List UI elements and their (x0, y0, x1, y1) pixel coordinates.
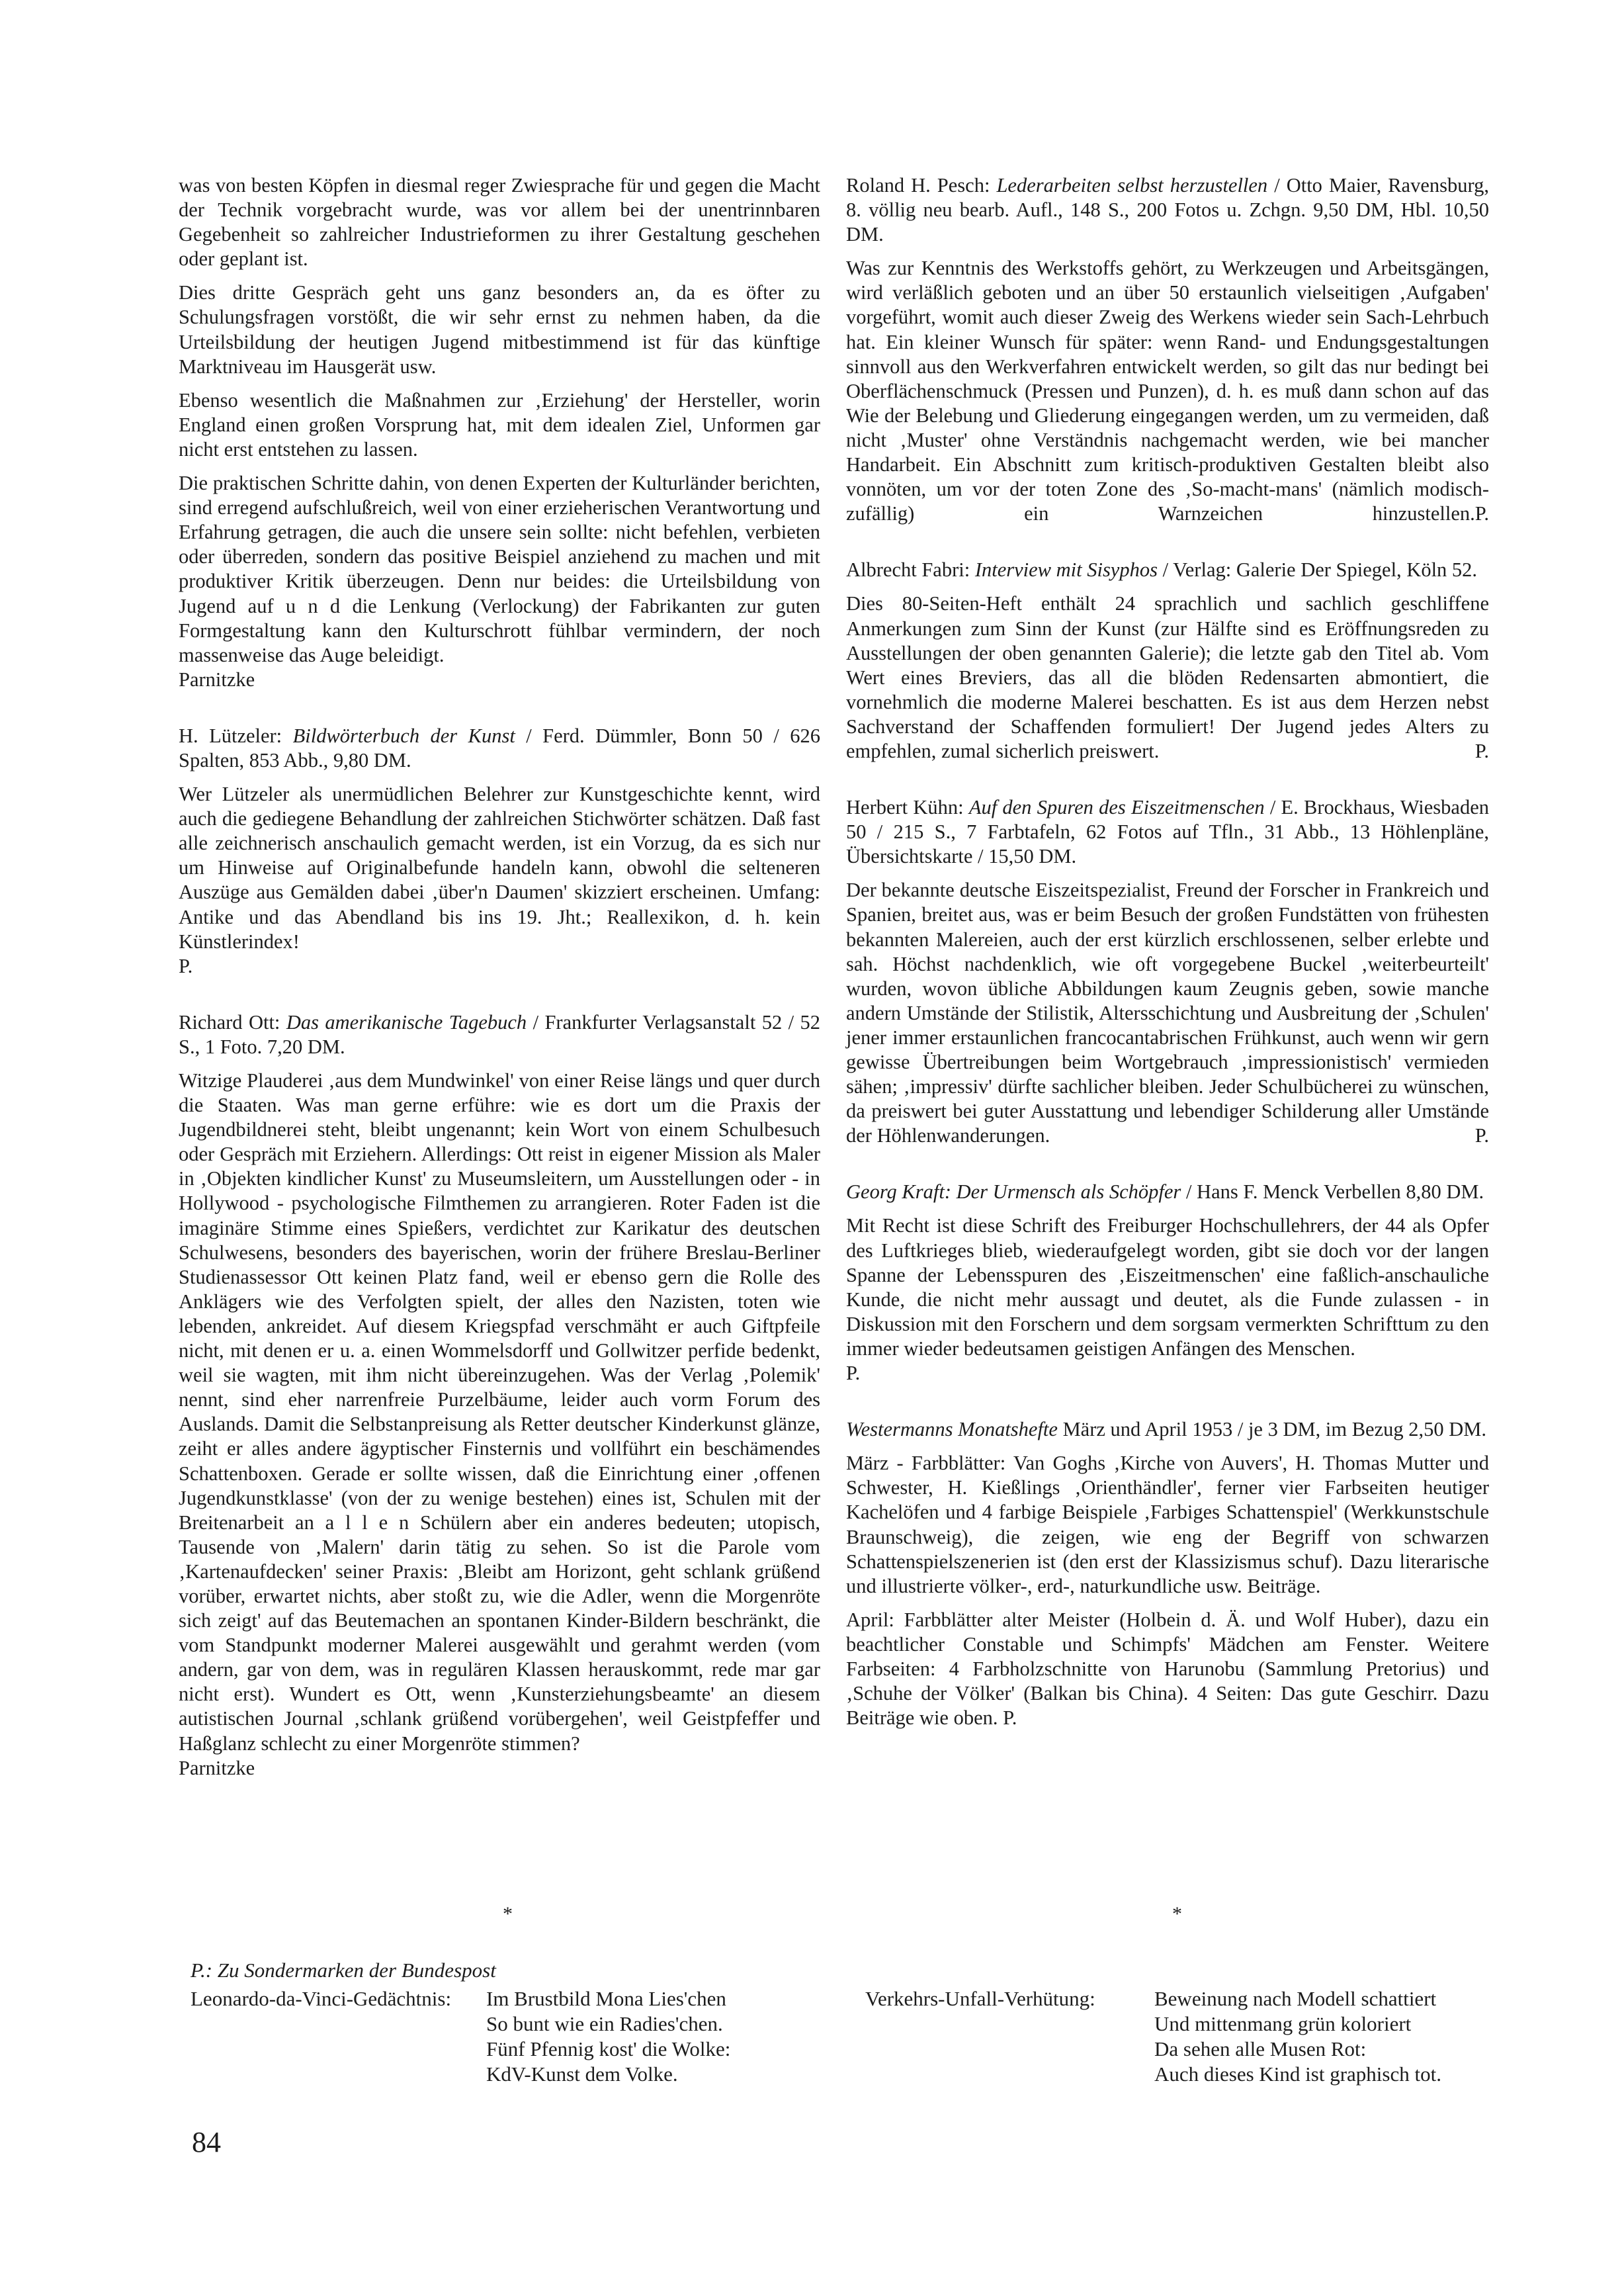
review-heading (846, 1180, 1489, 1204)
review-author: Albrecht Fabri: (846, 558, 975, 582)
review-publisher: / Ferd. Dümmler, Bonn 50 / 626 Spalten, 853 Abb., 9,80 DM. (179, 724, 820, 772)
paragraph: April: Farbblätter alter Meister (Holbein d. Ä. und Wolf Huber), dazu ein beachtlicher Constable und Schimpfs' Mädchen am Fenster. Weitere Farbseiten: 4 Farbholzschnitte von Harunobu (Sammlung Pretorius) und ‚Schuhe der Völker' (Balkan bis China). 4 Seiten: Das gute Geschirr. Dazu Beiträge wie oben. P. (846, 1608, 1489, 1730)
review-title: Bildwörterbuch der Kunst (292, 724, 515, 747)
paragraph-text: Was zur Kenntnis des Werkstoffs gehört, zu Werkzeugen und Arbeitsgängen, wird verläßlich geboten und an über 50 erstaunlich vielseitigen ‚Aufgaben' vorgeführt, womit auch dieser Zweig des Werkens wieder sein Sach-Lehrbuch hat. Ein kleiner Wunsch für später: wenn Rand- und Endungsgestaltungen sinnvoll aus den Werkverfahren entwickelt werden, so gilt das nur bedingt bei Oberflächenschmuck (Pressen und Punzen), d. h. es muß dann schon auf das Wie der Belebung und Gliederung eingegangen werden, um zu vermeiden, daß nicht ‚Muster' ohne Verständnis nachgemacht werden, wie bei mancher Handarbeit. Ein Abschnitt zum kritisch-produktiven Gestalten bleibt also vonnöten, um vor der toten Zone des ‚So-macht-mans' (nämlich modisch-zufällig) ein Warnzeichen hinzustellen. (846, 257, 1489, 525)
paragraph: Dies dritte Gespräch geht uns ganz besonders an, da es öfter zu Schulungsfragen vorstößt, die wir sehr ernst zu nehmen haben, da die Urteilsbildung der heutigen Jugend mitbestimmend ist für das künftige Marktniveau im Hausgerät usw. (179, 281, 820, 378)
paragraph: Die praktischen Schritte dahin, von denen Experten der Kulturländer berichten, sind erregend aufschlußreich, weil von einer erzieherischen Verantwortung und Erfahrung getragen, die auch die unsere sein sollte: nicht befehlen, verbieten oder überreden, sondern das positive Beispiel anziehend zu machen und mit produktiver Kritik überzeugen. Denn nur beides: die Urteilsbildung von Jugend auf u n d die Lenkung (Verlockung) der Fabrikanten zur guten Formgestaltung kann den Kulturschrott fühlbar vermindern, der noch massenweise das Auge beleidigt. (179, 472, 820, 666)
page-number: 84 (192, 2126, 221, 2158)
paragraph: März - Farbblätter: Van Goghs ‚Kirche von Auvers', H. Thomas Mutter und Schwester, H. Kießlings ‚Orienthändler', ferner vier Farbseiten heutiger Kachelöfen und 4 farbige Beispiele ‚Farbiges Schattenspiel' (Werkkunstschule Braunschweig), die zeigen, wie eng der Begriff von schwarzen Schattenspielszenerien ist (den erst der Klassizismus schuf). Dazu literarische und illustrierte völker-, erd-, naturkundliche usw. Beiträge. (846, 1452, 1489, 1597)
paragraph: Witzige Plauderei ‚aus dem Mundwinkel' von einer Reise längs und quer durch die Staaten. Was man gerne erführe: wie es dort um die Praxis der Jugendbildnerei steht, bleibt ungenannt; kein Wort von einem Schulbesuch oder Gespräch mit Erziehern. Allerdings: Ott reist in eigener Mission als Maler in ‚Objekten kindlicher Kunst' zu Museumsleitern, um Ausstellungen oder - in Hollywood - psychologische Filmthemen zu arrangieren. Roter Faden ist die imaginäre Stimme eines Spießers, verdichtet zur Karikatur des deutschen Schulwesens, besonders des bayerischen, worin der frühere Breslau-Berliner Studienassessor Ott keinen Platz fand, weil er ebenso gern die Rolle des Anklägers wie des Verfolgten spielt, der alles den Nazisten, toten wie lebenden, ankreidet. Auf diesem Kriegspfad verschmäht er auch Giftpfeile nicht, mit denen er u. a. einen Wommelsdorff und Gollwitzer perfide bedenkt, weil sie wagten, mit ihm nicht übereinzugehen. Was der Verlag ‚Polemik' nennt, sind eher narrenfreie Purzelbäume, leider auch vorm Forum des Auslands. Damit die Selbstanpreisung als Retter deutscher Kinderkunst glänze, zeiht er alles andere ägyptischer Finsternis und vollführt ein beschämendes Schattenboxen. Gerade er sollte wissen, daß die Einrichtung einer ‚offenen Jugendkunstklasse' (von der zu wenige bestehen) eines ist, Schulen mit der Breitenarbeit an a l l e n Schülern aber ein anderes bedeuten; utopisch, Tausende von ‚Malern' darin tätig zu sehen. So ist die Parole vom ‚Kartenaufdecken' seiner Praxis: ‚Bleibt am Horizont, geht schlank grüßend vorüber, erwartet nichts, aber stoßt zu, wie die Adler, wenn die Morgenröte sich zeigt' auf das Beutemachen an spontanen Kinder-Bildern beschränkt, die vom Standpunkt moderner Malerei ausgewählt und gerahmt werden (vom andern, gar von dem, was in regulären Klassen herauskommt, rede mar gar nicht erst). Wundert es Ott, wenn ‚Kunsterziehungsbeamte' an diesem autistischen Journal ‚schlank grüßend vorübergehen', weil Geistpfeffer und Haßglanz schlecht zu einer Morgenröte stimmen? (179, 1069, 820, 1755)
section-separator: * (503, 1903, 513, 1925)
review-author: Roland H. Pesch: (846, 174, 997, 197)
review-heading (179, 724, 820, 773)
poem-label: Verkehrs-Unfall-Verhütung: (865, 1987, 1095, 2010)
paragraph: was von besten Köpfen in diesmal reger Zwiesprache für und gegen die Macht der Technik vorgebracht wurde, was vor allem bei der unentrinnbaren Gegebenheit so zahlreicher Industrieformen zu ihrer Gestaltung geschehen oder geplant ist. (179, 174, 820, 271)
signature: Parnitzke (179, 668, 255, 691)
right-column (846, 173, 1489, 1740)
poem-line: Fünf Pfennig kost' die Wolke: (486, 2037, 731, 2060)
poem-line: So bunt wie ein Radies'chen. (486, 2012, 723, 2035)
review-heading (179, 1010, 820, 1059)
paragraph: Wer Lützeler als unermüdlichen Belehrer zur Kunstgeschichte kennt, wird auch die gediegene Behandlung der zahlreichen Stichwörter schätzen. Daß fast alle zeichnerisch anschaulich gemacht werden, ist ein Vorzug, da es sich nur um Hinweise auf Originalbefunde handeln kann, obwohl die selteneren Auszüge aus Gemälden dabei ‚über'n Daumen' skizziert erscheinen. Umfang: Antike und das Abendland bis ins 19. Jht.; Reallexikon, d. h. kein Künstlerindex! (179, 783, 820, 953)
poem-line: Beweinung nach Modell schattiert (1154, 1987, 1437, 2010)
review-publisher: / E. Brockhaus, Wiesbaden 50 / 215 S., 7 Farbtafeln, 62 Fotos auf Tfln., 31 Abb., 13 Höhlenpläne, Übersichtskarte / 15,50 DM. (846, 796, 1489, 868)
review-title: Auf den Spuren des Eiszeitmenschen (968, 796, 1265, 819)
poem-label: Leonardo-da-Vinci-Gedächtnis: (191, 1987, 452, 2010)
review-title: Das amerikanische Tagebuch (286, 1010, 527, 1034)
poem-line: Auch dieses Kind ist graphisch tot. (1154, 2062, 1441, 2086)
paragraph-text: Dies 80-Seiten-Heft enthält 24 sprachlich und sachlich geschliffene Anmerkungen zum Sinn der Kunst (zur Hälfte sind es Eröffnungsreden zu Ausstellungen der oben genannten Galerie); die letzte gab den Titel ab. Vom Wert eines Breviers, das all die blöden Redensarten abmontiert, die vornehmlich die moderne Malerei beschatten. Es ist aus dem Herzen nebst Sachverstand der Schaffenden formuliert! Der Jugend jedes Alters zu empfehlen, zumal sicherlich preiswert. (846, 592, 1489, 762)
review-publisher: / Hans F. Menck Verbellen 8,80 DM. (1181, 1180, 1484, 1204)
review-author: H. Lützeler: (179, 724, 293, 747)
poem-line: Und mittenmang grün koloriert (1154, 2012, 1412, 2035)
paragraph (846, 592, 1489, 764)
review-author: Herbert Kühn: (846, 796, 969, 819)
review-author: Richard Ott: (179, 1010, 286, 1034)
paragraph: Ebenso wesentlich die Maßnahmen zur ‚Erziehung' der Hersteller, worin England einen großen Vorsprung hat, mit dem idealen Ziel, Unformen gar nicht erst entstehen zu lassen. (179, 388, 820, 461)
poem-line: Da sehen alle Musen Rot: (1154, 2037, 1367, 2060)
review-publisher: / Otto Maier, Ravensburg, 8. völlig neu bearb. Aufl., 148 S., 200 Fotos u. Zchgn. 9,50 DM, Hbl. 10,50 DM. (846, 174, 1489, 246)
signature: P. (846, 1362, 861, 1385)
poem-line: KdV-Kunst dem Volke. (486, 2062, 678, 2086)
review-heading (846, 1417, 1489, 1442)
review-heading (846, 795, 1489, 869)
poem-line: Im Brustbild Mona Lies'chen (486, 1987, 726, 2010)
signature: P. (1474, 739, 1489, 762)
review-title: Interview mit Sisyphos (974, 558, 1158, 582)
paragraph (846, 878, 1489, 1148)
review-title: Lederarbeiten selbst herzustellen (996, 174, 1268, 197)
review-title: Westermanns Monatshefte (846, 1418, 1058, 1441)
review-heading (846, 173, 1489, 247)
left-column (179, 173, 820, 1790)
review-publisher: / Verlag: Galerie Der Spiegel, Köln 52. (1157, 558, 1478, 582)
paragraph (846, 256, 1489, 526)
signature: P. (1474, 1124, 1489, 1147)
poem-lines (1154, 1986, 1441, 2087)
signature: Parnitzke (179, 1756, 255, 1779)
paragraph: Mit Recht ist diese Schrift des Freiburger Hochschullehrers, der 44 als Opfer des Luftkrieges blieb, wiederaufgelegt worden, gibt sie doch vor der langen Spanne der Lebensspuren des ‚Eiszeitmenschen' eine faßlich-anschauliche Kunde, die nicht mehr aussagt und deutet, als die Funde zulassen - in Diskussion mit den Forschern und dem sorgsam vermerkten Schrifttum zu den immer wieder bedeutsamen geistigen Anfängen des Menschen. (846, 1214, 1489, 1360)
poem-lines (486, 1986, 730, 2087)
review-publisher: März und April 1953 / je 3 DM, im Bezug 2,50 DM. (1057, 1418, 1487, 1441)
signature: P. (179, 954, 193, 977)
review-publisher: / Frankfurter Verlagsanstalt 52 / 52 S., 1 Foto. 7,20 DM. (179, 1010, 821, 1058)
poem-title: P.: Zu Sondermarken der Bundespost (191, 1959, 496, 1982)
review-title: Georg Kraft: Der Urmensch als Schöpfer (846, 1180, 1181, 1204)
paragraph-text: Der bekannte deutsche Eiszeitspezialist, Freund der Forscher in Frankreich und Spanien, breitet aus, was er beim Besuch der großen Fundstätten von frühesten bekannten Malereien, auch der erst kürzlich erschlossenen, selber erlebte und sah. Höchst nachdenklich, wie oft vorgegebene Buckel ‚weiterbeurteilt' wurden, wovon übliche Abbildungen kaum Zeugnis geben, sowie manche andern Umstände der Stilistik, Altersschichtung und Ausbreitung der ‚Schulen' jener immer erstaunlichen francocantabrischen Frühkunst, auch wenn wir gern gewisse Übertreibungen beim Wortgebrauch ‚impressionistisch' vermieden sähen; ‚impressiv' dürfte sachlicher bleiben. Jeder Schulbücherei zu wünschen, da preiswert bei guter Ausstattung und lebendiger Schilderung aller Umstände der Höhlenwanderungen. (846, 879, 1489, 1147)
section-separator: * (1172, 1903, 1182, 1925)
review-heading (846, 558, 1489, 582)
signature: P. (1474, 502, 1489, 525)
